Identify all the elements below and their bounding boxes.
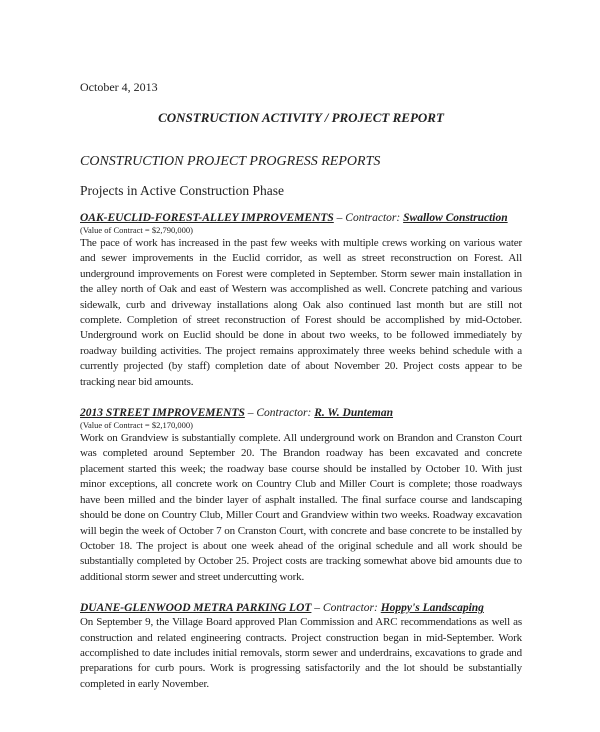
- contractor-label: Contractor:: [345, 212, 404, 224]
- project-oak-euclid: [80, 211, 522, 390]
- project-description: On September 9, the Village Board approved Plan Commission and ARC recommendations as well as construction and related engineering contracts. Project construction began in mid-September. Work accomplished to date includes initial removals, storm sewer and underdrains, excavations to grade and preparations for curb pours. Work is progressing satisfactorily and the lot should be substantially completed in early November.: [80, 616, 522, 690]
- contractor-label: Contractor:: [256, 407, 315, 420]
- project-2013-street: [80, 406, 522, 585]
- report-title: CONSTRUCTION ACTIVITY / PROJECT REPORT: [158, 110, 444, 125]
- report-date: October 4, 2013: [80, 80, 158, 94]
- project-heading: [80, 601, 522, 615]
- separator: –: [333, 212, 346, 224]
- separator: –: [311, 602, 323, 615]
- project-name: OAK-EUCLID-FOREST-ALLEY IMPROVEMENTS: [80, 212, 334, 224]
- separator: –: [244, 407, 257, 420]
- section-heading: Projects in Active Construction Phase: [80, 183, 284, 198]
- project-description: The pace of work has increased in the past few weeks with multiple crews working on various water and sewer improvements in the Euclid corridor, as well as street reconstruction on Forest. All underground improvements on Forest were completed in September. Storm sewer main installation in the alley north of Oak and east of Western was accomplished as well. Concrete patching and various sidewalk, curb and driveway installations along Oak also continued last month but are still not complete. Completion of street reconstruction of Forest should be accomplished by mid-October. Underground work on Euclid should be done in about two weeks, to be followed immediately by roadway building activities. The project remains approximately three weeks behind schedule with a currently projected (by staff) completion date of about November 20. Project costs appear to be tracking near bid amounts.: [80, 237, 522, 388]
- project-name: DUANE-GLENWOOD METRA PARKING LOT: [80, 602, 312, 615]
- project-description: Work on Grandview is substantially complete. All underground work on Brandon and Cranston Court was completed around September 20. The Brandon roadway has been excavated and concrete placement started this week; the roadway base course should be installed by October 10. With just minor exceptions, all concrete work on Country Club and Miller Court is complete; those roadways have been milled and the binder layer of asphalt installed. The final surface course and landscaping should be done on Country Club, Miller Court and Grandview within two weeks. Roadway excavation will begin the week of October 7 on Cranston Court, with concrete and base concrete to be installed by October 18. The project is about one week ahead of the original schedule and all work should be substantially completed by October 25. Project costs are tracking somewhat above bid amounts due to additional storm sewer and street undercutting work.: [80, 432, 522, 583]
- contractor-name: Swallow Construction: [403, 212, 508, 224]
- project-duane-glenwood: [80, 601, 522, 692]
- project-heading: [80, 211, 522, 225]
- contractor-label: Contractor:: [322, 602, 381, 615]
- report-subtitle: CONSTRUCTION PROJECT PROGRESS REPORTS: [80, 154, 381, 169]
- contract-value: (Value of Contract = $2,170,000): [80, 420, 193, 431]
- contractor-name: R. W. Dunteman: [314, 407, 394, 420]
- project-heading: [80, 406, 522, 420]
- project-name: 2013 STREET IMPROVEMENTS: [80, 407, 245, 420]
- contractor-name: Hoppy's Landscaping: [380, 602, 484, 615]
- contract-value: (Value of Contract = $2,790,000): [80, 225, 193, 235]
